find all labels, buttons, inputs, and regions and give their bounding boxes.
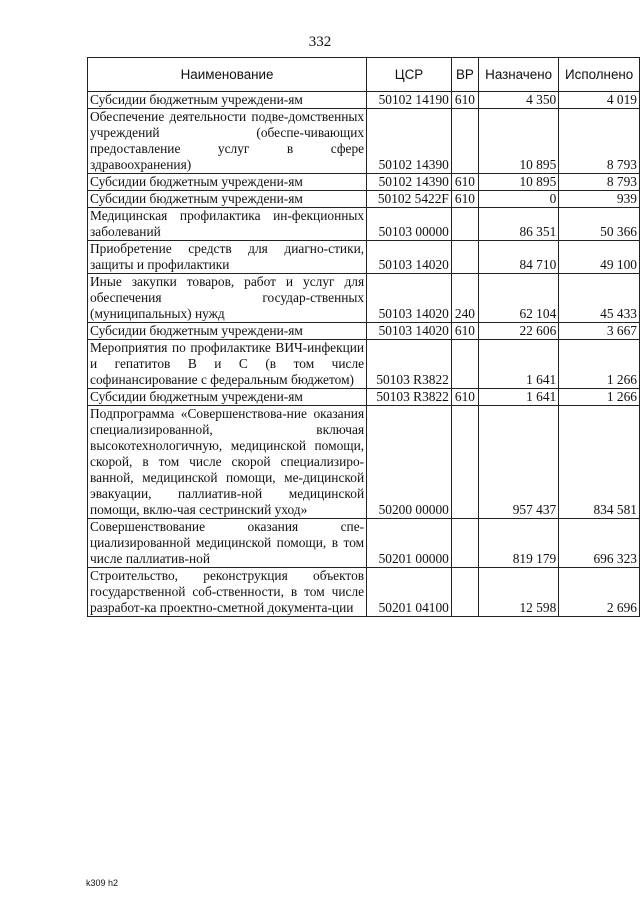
row-vr: 610 xyxy=(451,174,478,191)
row-planned: 1 641 xyxy=(478,340,558,389)
row-name: Приобретение средств для диагно-стики, защиты и профилактики xyxy=(88,241,367,274)
table-row xyxy=(88,191,640,208)
table-row xyxy=(88,208,640,241)
row-name: Субсидии бюджетным учреждени-ям xyxy=(88,174,367,191)
table-row xyxy=(88,109,640,174)
row-csr: 50201 04100 xyxy=(367,568,452,617)
footer-code: k309 h2 xyxy=(86,878,119,888)
row-csr: 50103 14020 xyxy=(367,323,452,340)
row-csr: 50103 R3822 xyxy=(367,389,452,406)
row-name: Строительство, реконструкция объектов государственной соб-ственности, в том числе разработ-ка проектно-сметной документа-ции xyxy=(88,568,367,617)
header-vr: ВР xyxy=(451,58,478,92)
row-executed: 1 266 xyxy=(559,389,640,406)
row-name: Обеспечение деятельности подве-домственных учреждений (обеспе-чивающих предоставление услуг в сфере здравоохранения) xyxy=(88,109,367,174)
row-vr: 610 xyxy=(451,389,478,406)
table-header-row xyxy=(88,58,640,92)
row-name: Субсидии бюджетным учреждени-ям xyxy=(88,191,367,208)
table-row xyxy=(88,406,640,519)
row-csr: 50200 00000 xyxy=(367,406,452,519)
budget-table xyxy=(87,57,640,617)
row-executed: 3 667 xyxy=(559,323,640,340)
row-csr: 50102 14190 xyxy=(367,92,452,109)
row-planned: 10 895 xyxy=(478,109,558,174)
row-vr xyxy=(451,109,478,174)
table-row xyxy=(88,174,640,191)
header-csr: ЦСР xyxy=(367,58,452,92)
row-csr: 50103 00000 xyxy=(367,208,452,241)
row-vr xyxy=(451,568,478,617)
row-planned: 10 895 xyxy=(478,174,558,191)
row-executed: 2 696 xyxy=(559,568,640,617)
row-executed: 834 581 xyxy=(559,406,640,519)
row-planned: 22 606 xyxy=(478,323,558,340)
row-planned: 819 179 xyxy=(478,519,558,568)
row-planned: 957 437 xyxy=(478,406,558,519)
row-csr: 50103 14020 xyxy=(367,274,452,323)
row-vr: 610 xyxy=(451,323,478,340)
table-row xyxy=(88,92,640,109)
row-vr xyxy=(451,340,478,389)
row-csr: 50102 14390 xyxy=(367,174,452,191)
table-row xyxy=(88,568,640,617)
row-name: Субсидии бюджетным учреждени-ям xyxy=(88,323,367,340)
row-executed: 4 019 xyxy=(559,92,640,109)
row-executed: 1 266 xyxy=(559,340,640,389)
row-csr: 50201 00000 xyxy=(367,519,452,568)
table-row xyxy=(88,274,640,323)
row-planned: 4 350 xyxy=(478,92,558,109)
page-number: 332 xyxy=(308,34,332,50)
row-csr: 50102 5422F xyxy=(367,191,452,208)
row-vr: 240 xyxy=(451,274,478,323)
row-name: Медицинская профилактика ин-фекционных заболеваний xyxy=(88,208,367,241)
row-executed: 45 433 xyxy=(559,274,640,323)
row-name: Иные закупки товаров, работ и услуг для обеспечения государ-ственных (муниципальных) нужд xyxy=(88,274,367,323)
row-vr xyxy=(451,208,478,241)
row-planned: 62 104 xyxy=(478,274,558,323)
table-row xyxy=(88,519,640,568)
row-planned: 1 641 xyxy=(478,389,558,406)
header-name: Наименование xyxy=(88,58,367,92)
row-name: Мероприятия по профилактике ВИЧ-инфекции и гепатитов В и С (в том числе софинансирование с федеральным бюджетом) xyxy=(88,340,367,389)
header-planned: Назначено xyxy=(478,58,558,92)
table-row xyxy=(88,340,640,389)
row-vr xyxy=(451,241,478,274)
row-csr: 50103 14020 xyxy=(367,241,452,274)
row-csr: 50102 14390 xyxy=(367,109,452,174)
row-vr: 610 xyxy=(451,191,478,208)
row-csr: 50103 R3822 xyxy=(367,340,452,389)
table-row xyxy=(88,241,640,274)
row-name: Субсидии бюджетным учреждени-ям xyxy=(88,92,367,109)
row-planned: 86 351 xyxy=(478,208,558,241)
row-executed: 8 793 xyxy=(559,109,640,174)
row-executed: 50 366 xyxy=(559,208,640,241)
row-vr: 610 xyxy=(451,92,478,109)
row-planned: 12 598 xyxy=(478,568,558,617)
row-executed: 696 323 xyxy=(559,519,640,568)
row-name: Субсидии бюджетным учреждени-ям xyxy=(88,389,367,406)
row-vr xyxy=(451,406,478,519)
row-planned: 0 xyxy=(478,191,558,208)
row-executed: 49 100 xyxy=(559,241,640,274)
header-executed: Исполнено xyxy=(559,58,640,92)
row-name: Совершенствование оказания спе-циализированной медицинской помощи, в том числе паллиатив-ной xyxy=(88,519,367,568)
row-executed: 939 xyxy=(559,191,640,208)
table-row xyxy=(88,323,640,340)
table-row xyxy=(88,389,640,406)
row-executed: 8 793 xyxy=(559,174,640,191)
row-planned: 84 710 xyxy=(478,241,558,274)
row-vr xyxy=(451,519,478,568)
row-name: Подпрограмма «Совершенствова-ние оказания специализированной, включая высокотехнологичную, медицинской помощи, скорой, в том числе скорой специализиро-ванной, медицинской помощи, ме-дицинской эвакуации, паллиатив-ной медицинской помощи, вклю-чая сестринский уход» xyxy=(88,406,367,519)
